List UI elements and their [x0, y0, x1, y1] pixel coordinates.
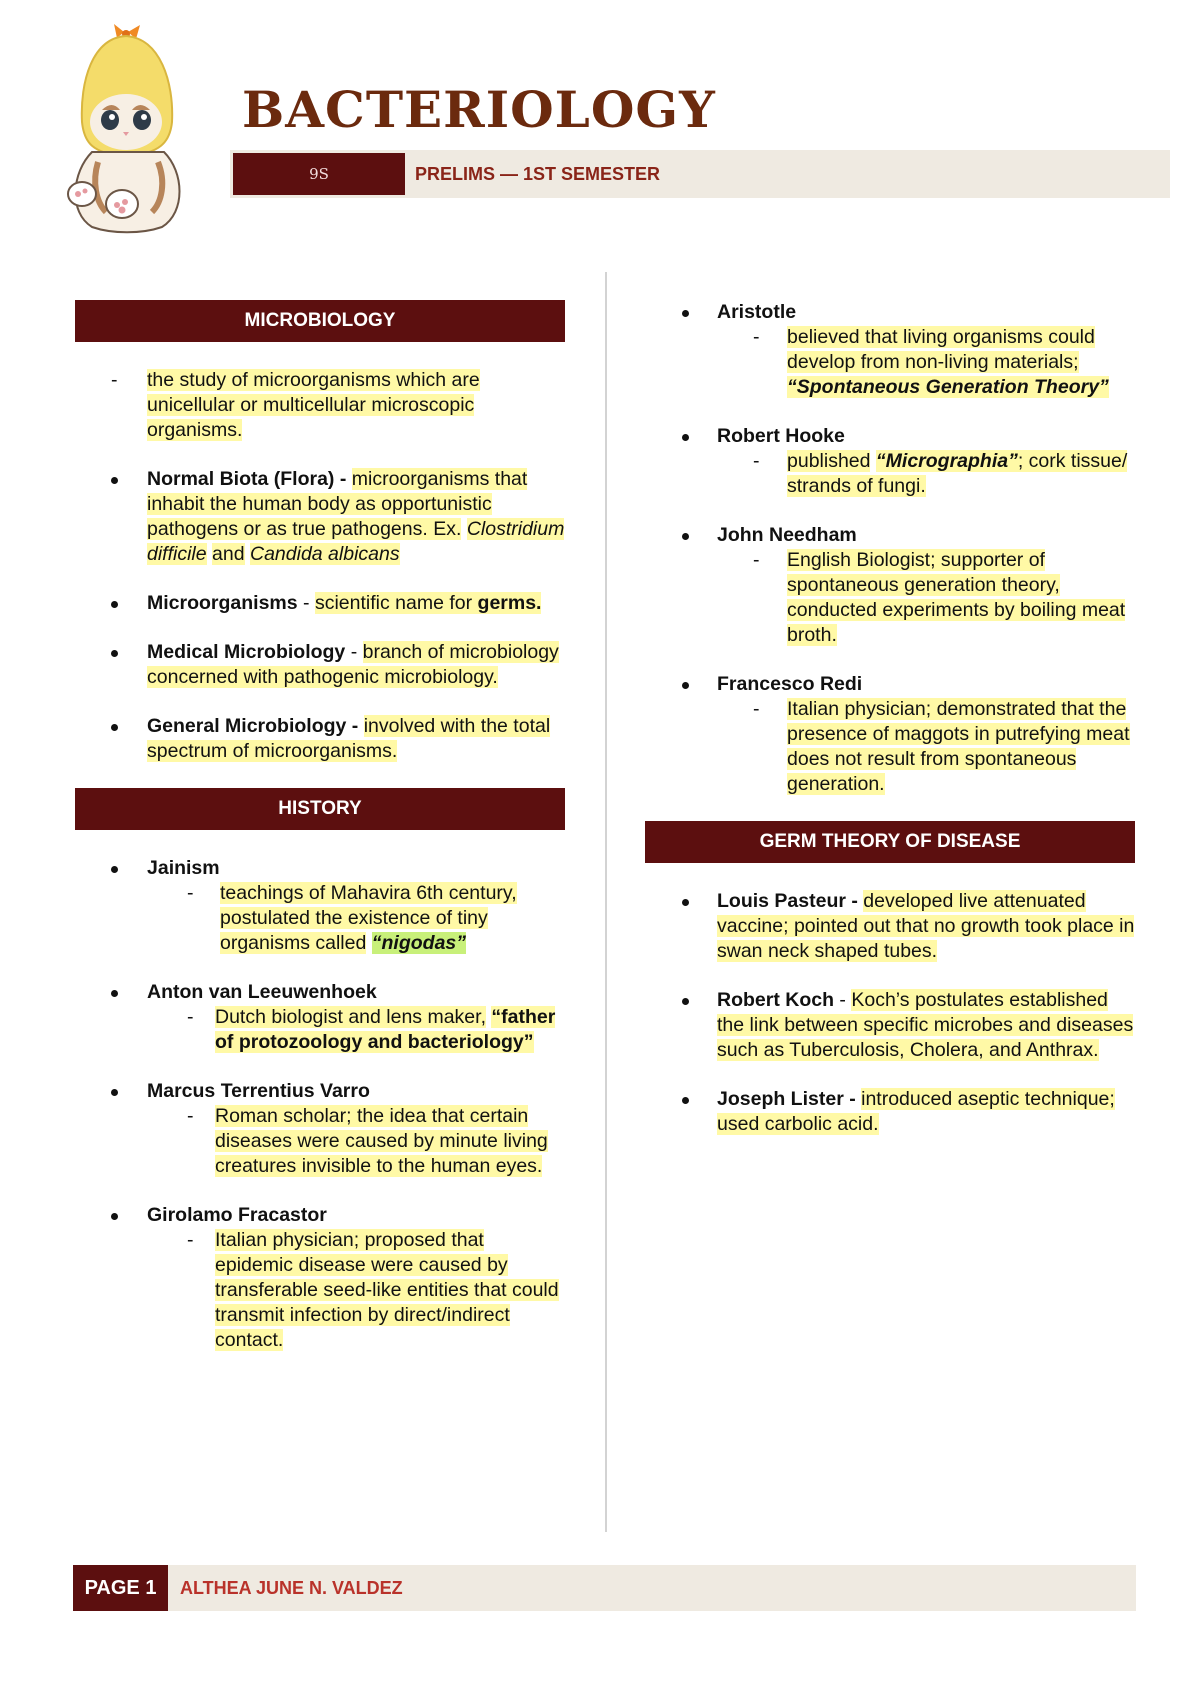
- separator: -: [345, 641, 363, 663]
- bullet-icon: [682, 682, 689, 689]
- person-name: Louis Pasteur -: [717, 890, 858, 912]
- entry-medical-microbiology: [75, 640, 565, 690]
- sub-entry: [645, 548, 1135, 648]
- page-number: PAGE 1: [73, 1565, 168, 1611]
- entry-text: scientific name for: [314, 592, 478, 614]
- entry-text: believed that living organisms could develop from non-living materials;: [787, 326, 1095, 373]
- entry-text: English Biologist; supporter of spontaneous generation theory, conducted experiments by boiling meat broth.: [787, 549, 1126, 646]
- entry-text: Dutch biologist and lens maker,: [215, 1006, 486, 1028]
- bullet-icon: [682, 434, 689, 441]
- entry-pasteur: [645, 889, 1135, 964]
- course-code: 9S: [233, 153, 405, 195]
- dash-marker: -: [187, 1006, 194, 1028]
- entry-varro: [75, 1079, 565, 1179]
- separator: -: [297, 592, 315, 614]
- person-name: Girolamo Fracastor: [147, 1204, 327, 1226]
- bullet-icon: [111, 1213, 118, 1220]
- section-heading-microbiology: MICROBIOLOGY: [75, 300, 565, 342]
- section-heading-germ-theory: GERM THEORY OF DISEASE: [645, 821, 1135, 863]
- person-name: Jainism: [147, 857, 220, 879]
- entry-text: Italian physician; proposed that epidemic disease were caused by transferable seed-like entities that could transmit infection by direct/indirect contact.: [215, 1229, 559, 1351]
- cat-mascot-icon: [62, 22, 197, 234]
- entry-text: developed live attenuated vaccine; pointed out that no growth took place in swan neck shaped tubes.: [717, 890, 1135, 962]
- dash-marker: -: [187, 882, 194, 904]
- bullet-icon: [111, 1089, 118, 1096]
- bullet-icon: [682, 899, 689, 906]
- entry-text: published: [787, 450, 871, 472]
- person-name: John Needham: [717, 524, 857, 546]
- bullet-icon: [682, 998, 689, 1005]
- bullet-icon: [111, 477, 118, 484]
- entry-text: Italian physician; demonstrated that the presence of maggots in putrefying meat does not result from spontaneous generation.: [787, 698, 1130, 795]
- entry-text: branch of microbiology concerned with pathogenic microbiology.: [147, 641, 559, 688]
- sub-entry: [645, 449, 1135, 499]
- bullet-icon: [111, 650, 118, 657]
- semester-label: PRELIMS — 1ST SEMESTER: [415, 164, 661, 184]
- person-name: Marcus Terrentius Varro: [147, 1080, 370, 1102]
- person-name: Robert Hooke: [717, 425, 845, 447]
- person-name: Francesco Redi: [717, 673, 863, 695]
- right-column: [645, 300, 1135, 1161]
- left-column: [75, 300, 565, 1377]
- entry-text: Roman scholar; the idea that certain diseases were caused by minute living creatures invisible to the human eyes.: [215, 1105, 548, 1177]
- bullet-icon: [111, 724, 118, 731]
- bold-term: “father of protozoology and bacteriology”: [215, 1006, 556, 1053]
- bullet-icon: [111, 866, 118, 873]
- term: Medical Microbiology: [147, 641, 346, 663]
- sub-entry: [75, 1005, 565, 1055]
- section-heading-history: HISTORY: [75, 788, 565, 830]
- dash-marker: -: [187, 1229, 194, 1251]
- entry-text: Koch’s postulates established the link between specific microbes and diseases such as Tuberculosis, Cholera, and Anthrax.: [717, 989, 1134, 1061]
- bullet-icon: [682, 310, 689, 317]
- entry-text: teachings of Mahavira 6th century, postulated the existence of tiny organisms called: [220, 882, 517, 954]
- sub-entry: [75, 881, 565, 956]
- bold-term: “Micrographia”: [875, 450, 1018, 472]
- dash-marker: -: [753, 698, 760, 720]
- entry-lister: [645, 1087, 1135, 1137]
- entry-fracastor: [75, 1203, 565, 1353]
- entry-leeuwenhoek: [75, 980, 565, 1055]
- author-name: ALTHEA JUNE N. VALDEZ: [180, 1578, 403, 1598]
- dash-marker: -: [187, 1105, 194, 1127]
- entry-redi: [645, 672, 1135, 797]
- dash-marker: -: [753, 450, 760, 472]
- bold-term: germs.: [477, 592, 542, 614]
- entry-microorganisms: [75, 591, 565, 616]
- example-organism: Clostridium difficile: [147, 518, 565, 565]
- subtitle-bar: [230, 150, 1170, 198]
- bullet-icon: [111, 601, 118, 608]
- entry-general-microbiology: [75, 714, 565, 764]
- entry-aristotle: [645, 300, 1135, 400]
- term: General Microbiology -: [147, 715, 359, 737]
- dash-marker: -: [753, 326, 760, 348]
- entry-hooke: [645, 424, 1135, 499]
- entry-needham: [645, 523, 1135, 648]
- sub-entry: [645, 325, 1135, 400]
- term: Normal Biota (Flora) -: [147, 468, 347, 490]
- sub-entry: [645, 697, 1135, 797]
- entry-text: microorganisms that inhabit the human body as opportunistic pathogens or as true pathogens. Ex.: [147, 468, 528, 540]
- entry-jainism: [75, 856, 565, 956]
- entry-text: involved with the total spectrum of microorganisms.: [147, 715, 551, 762]
- entry-text: ; cork tissue/ strands of fungi.: [787, 450, 1128, 497]
- page-footer: [73, 1565, 1136, 1611]
- bullet-icon: [682, 1097, 689, 1104]
- entry-normal-biota: [75, 467, 565, 567]
- sub-entry: [75, 1104, 565, 1179]
- definition-entry: [75, 368, 565, 443]
- person-name: Aristotle: [717, 301, 797, 323]
- highlight-term: “nigodas”: [371, 932, 467, 954]
- column-divider: [605, 272, 607, 1532]
- dash-marker: -: [753, 549, 760, 571]
- definition-text: the study of microorganisms which are unicellular or multicellular microscopic organisms.: [147, 369, 480, 441]
- person-name: Joseph Lister -: [717, 1088, 856, 1110]
- person-name: Anton van Leeuwenhoek: [147, 981, 377, 1003]
- bold-term: “Spontaneous Generation Theory”: [787, 376, 1109, 398]
- person-name: Robert Koch: [717, 989, 834, 1011]
- example-organism: Candida albicans: [250, 543, 400, 565]
- entry-text: introduced aseptic technique; used carbolic acid.: [717, 1088, 1115, 1135]
- separator: -: [834, 989, 852, 1011]
- term: Microorganisms: [147, 592, 298, 614]
- bullet-icon: [111, 990, 118, 997]
- dash-marker: -: [111, 369, 118, 391]
- page-title: BACTERIOLOGY: [242, 80, 716, 139]
- entry-koch: [645, 988, 1135, 1063]
- conjunction: and: [212, 543, 245, 565]
- bullet-icon: [682, 533, 689, 540]
- sub-entry: [75, 1228, 565, 1353]
